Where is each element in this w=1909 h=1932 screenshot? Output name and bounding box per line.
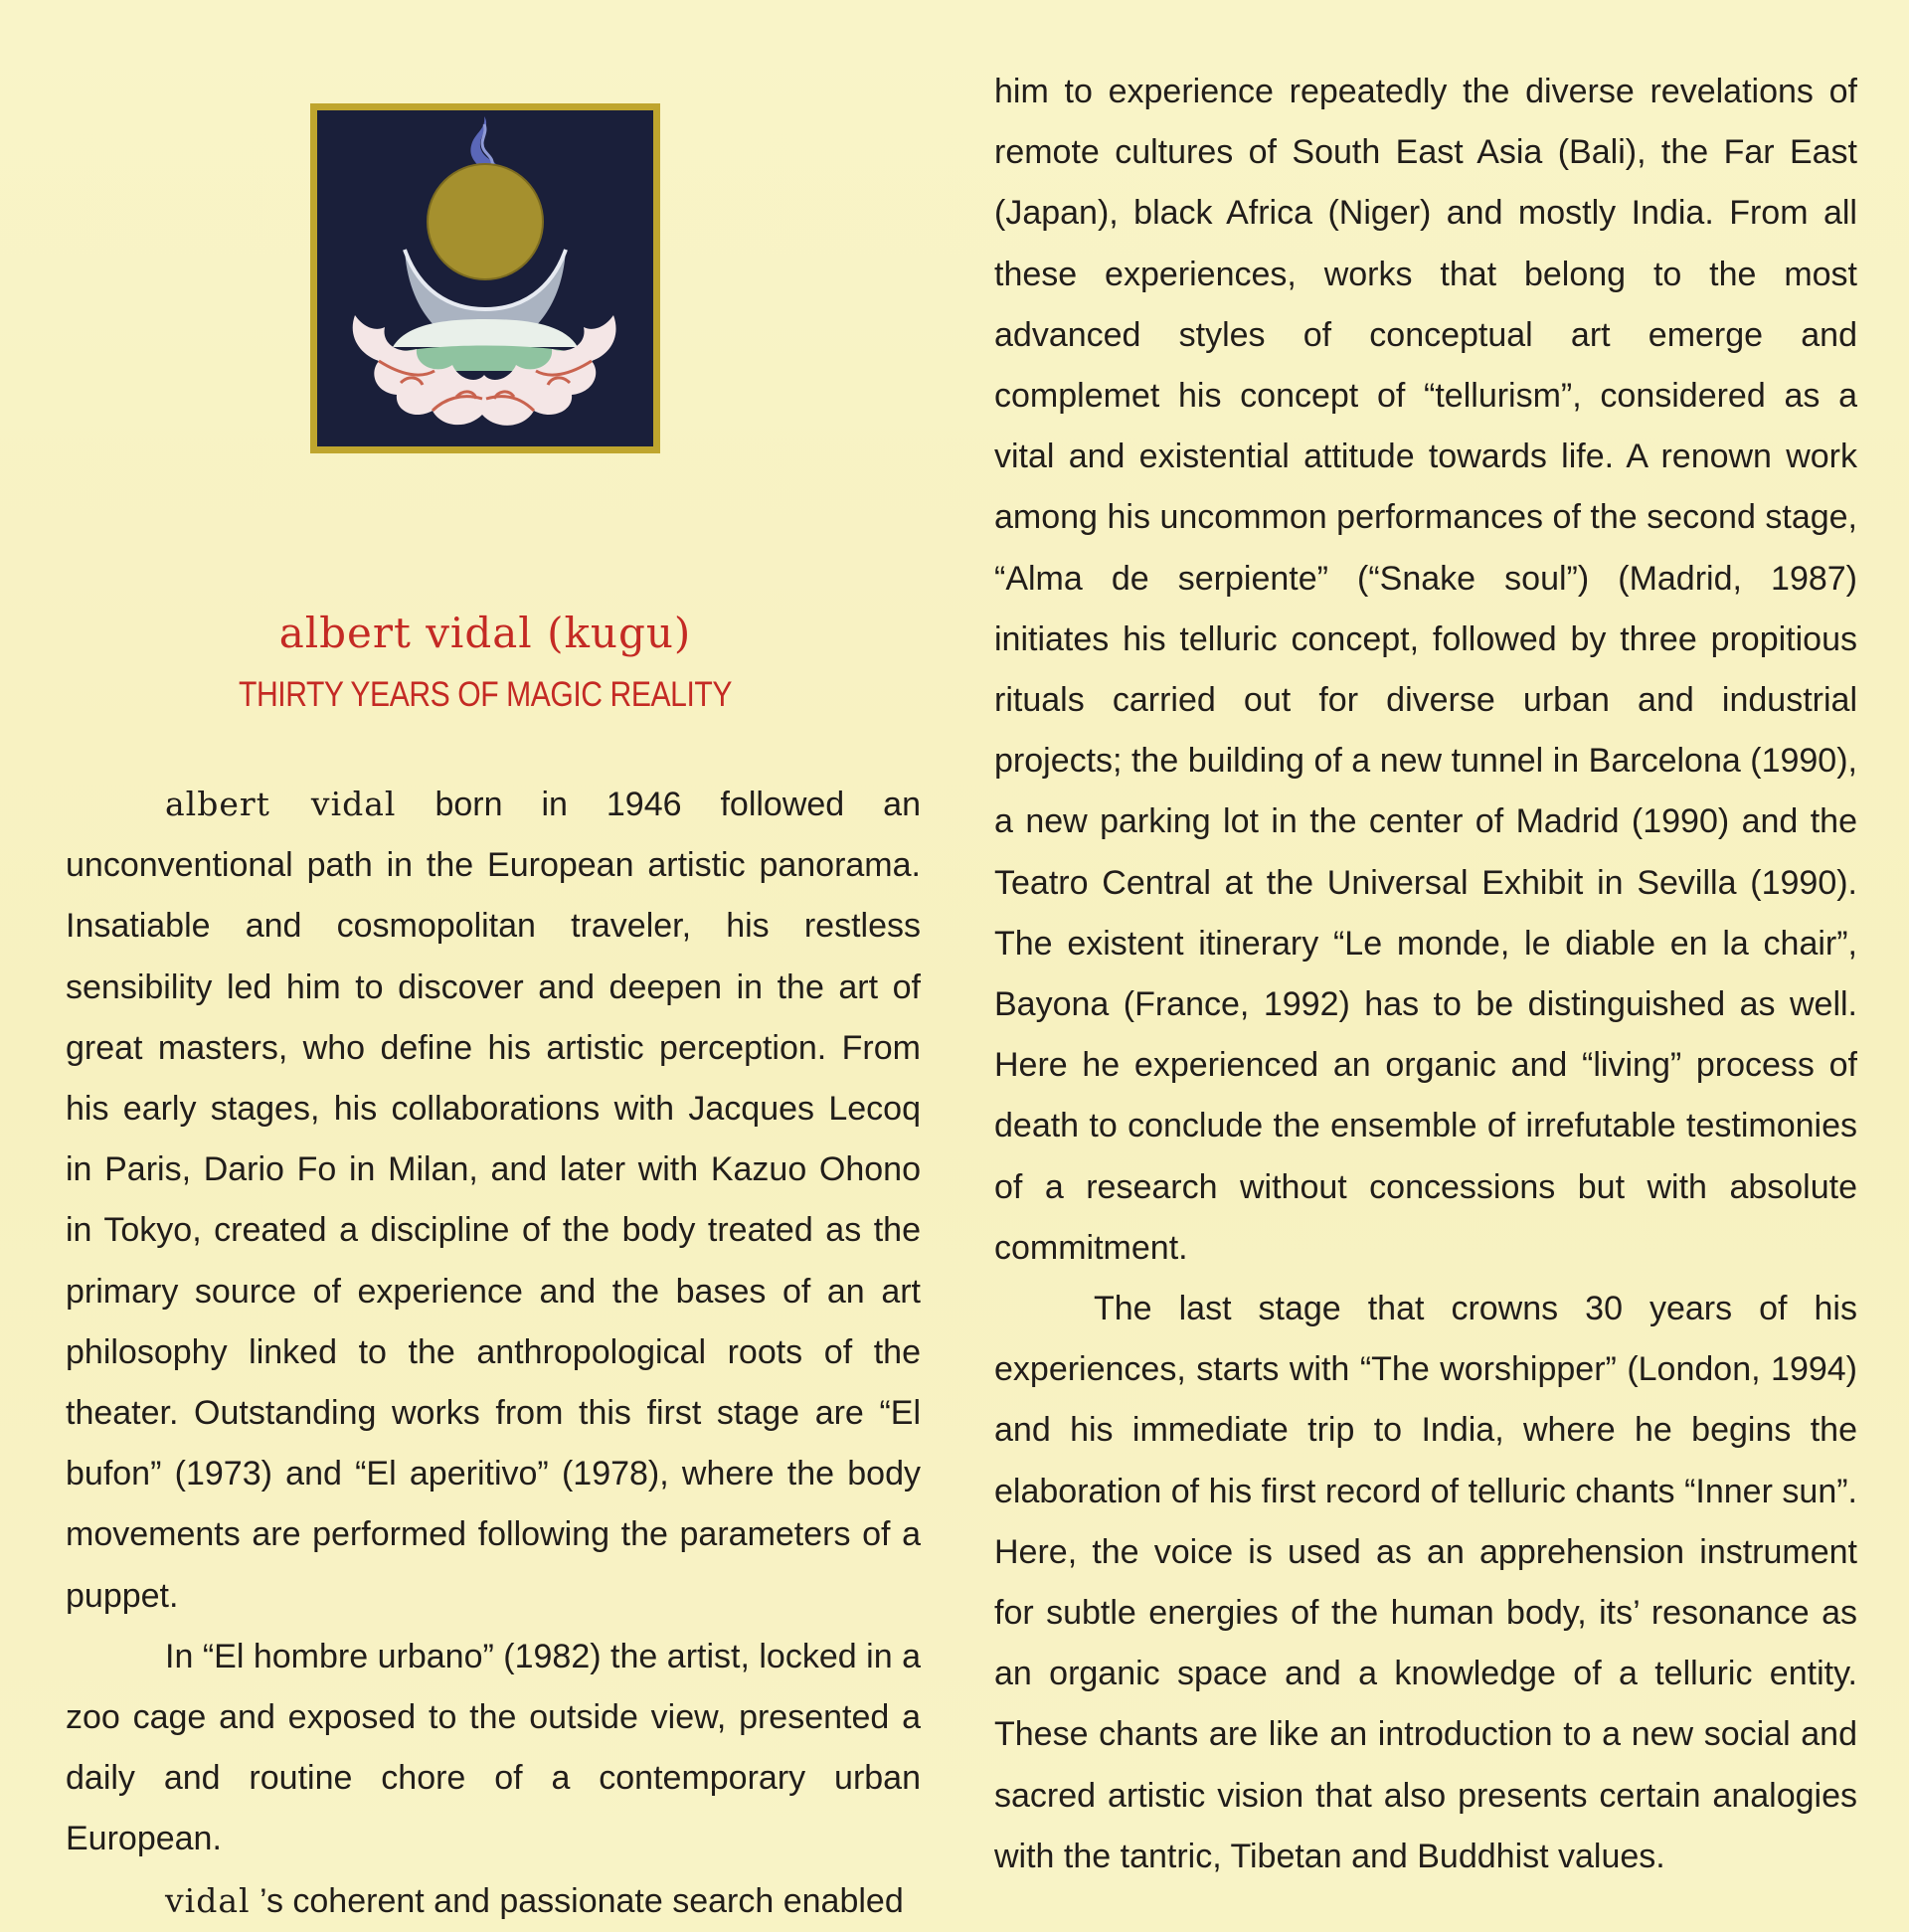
emblem-artwork bbox=[317, 110, 653, 446]
right-column bbox=[994, 62, 1857, 1887]
paragraph-intro-text: born in 1946 followed an unconventional path in the European artistic panorama. Insatiable and cosmopolitan traveler, his restless sensibility led him to discover and deepen in the art of great masters, who define his artistic perception. From his early stages, his collaborations with Jacques Lecoq in Paris, Dario Fo in Milan, and later with Kazuo Ohono in Tokyo, created a discipline of the body treated as the primary source of experience and the bases of an art philosophy linked to the anthropological roots of the theater. Outstanding works from this first stage are “El bufon” (1973) and “El aperitivo” (1978), where the body movements are performed following the parameters of a puppet. bbox=[66, 786, 921, 1615]
artist-signature: vidal bbox=[165, 1880, 251, 1920]
page-subtitle: THIRTY YEARS OF MAGIC REALITY bbox=[238, 675, 733, 714]
paragraph-last-stage: The last stage that crowns 30 years of his experiences, starts with “The worshipper” (London, 1994) and his immediate trip to India, where he begins the elaboration of his first record of telluric chants “Inner sun”. Here, the voice is used as an apprehension instrument for subtle energies of the human body, its’ resonance as an organic space and a knowledge of a telluric entity. These chants are like an introduction to a new social and sacred artistic vision that also presents certain analogies with the tantric, Tibetan and Buddhist values. bbox=[994, 1290, 1857, 1875]
paragraph-urban-man: In “El hombre urbano” (1982) the artist, locked in a zoo cage and exposed to the outside view, presented a daily and routine chore of a contemporary urban European. bbox=[66, 1637, 921, 1858]
paragraph-search bbox=[66, 1870, 921, 1932]
artist-signature: albert vidal bbox=[165, 785, 397, 823]
flame-moon-lotus-icon bbox=[317, 110, 653, 446]
paragraph-intro bbox=[66, 774, 921, 1627]
paragraph-cultures: him to experience repeatedly the diverse revelations of remote cultures of South East Asia (Bali), the Far East (Japan), black Africa (Niger) and mostly India. From all these experiences, works that belong to the most advanced styles of conceptual art emerge and complemet his concept of “tellurism”, considered as a vital and existential attitude towards life. A renown work among his uncommon performances of the second stage, “Alma de serpiente” (“Snake soul”) (Madrid, 1987) initiates his telluric concept, followed by three propitious rituals carried out for diverse urban and industrial projects; the building of a new tunnel in Barcelona (1990), a new parking lot in the center of Madrid (1990) and the Teatro Central at the Universal Exhibit in Sevilla (1990). The existent itinerary “Le monde, le diable en la chair”, Bayona (France, 1992) has to be distinguished as well. Here he experienced an organic and “living” process of death to conclude the ensemble of irrefutable testimonies of a research without concessions but with absolute commitment. bbox=[994, 73, 1857, 1267]
artist-name-title: albert vidal (kugu) bbox=[278, 609, 692, 657]
left-column bbox=[66, 774, 921, 1932]
emblem-frame bbox=[310, 103, 660, 453]
paragraph-search-text: ’s coherent and passionate search enabled bbox=[250, 1881, 904, 1920]
